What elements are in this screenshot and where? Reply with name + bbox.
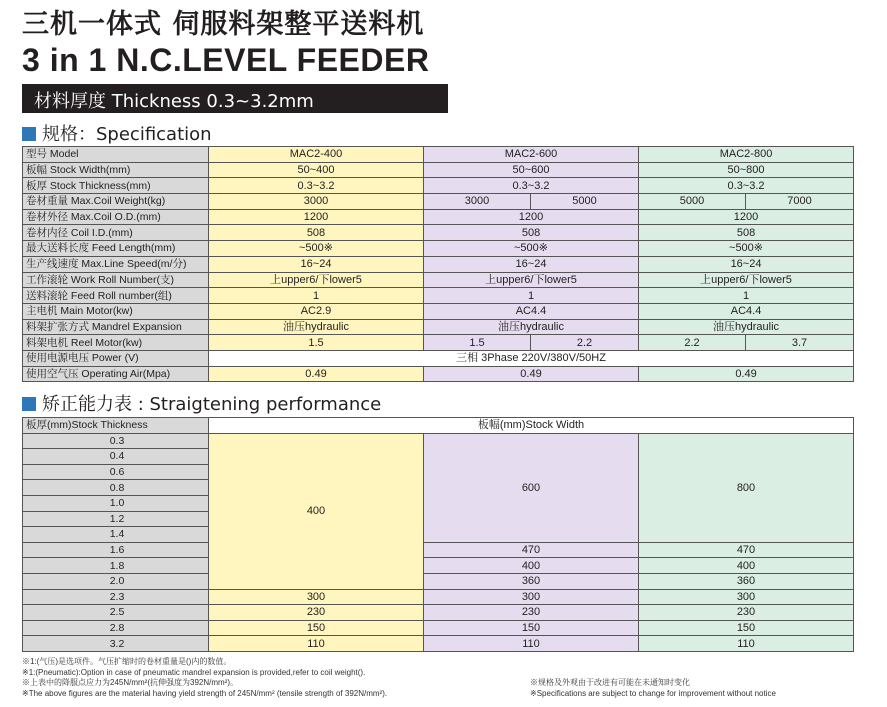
square-bullet-icon — [22, 127, 36, 141]
thickness-cell: 1.2 — [23, 511, 209, 527]
row-label: 送料滚轮 Feed Roll number(组) — [23, 288, 209, 304]
row-label: 使用空气压 Operating Air(Mpa) — [23, 366, 209, 382]
mac2-600-cell: 50~600 — [424, 162, 639, 178]
table-row — [23, 319, 854, 335]
mac2-400-cell: 3000 — [209, 194, 424, 210]
thickness-cell: 0.6 — [23, 464, 209, 480]
table-row — [23, 272, 854, 288]
table-row — [23, 162, 854, 178]
thickness-cell: 3.2 — [23, 636, 209, 652]
thickness-cell: 1.4 — [23, 527, 209, 543]
perf-heading — [22, 390, 381, 416]
thickness-bar — [22, 84, 448, 113]
spec-heading-text: 规格：Specification — [42, 124, 212, 145]
mac2-800-cell-a: 5000 — [639, 194, 746, 210]
mac2-400-cell: MAC2-400 — [209, 147, 424, 163]
square-bullet-icon — [22, 397, 36, 411]
row-label: 工作滚轮 Work Roll Number(支) — [23, 272, 209, 288]
footnotes-right — [530, 678, 776, 699]
mac2-400-cell: ~500※ — [209, 241, 424, 257]
thickness-cell: 0.3 — [23, 433, 209, 449]
thickness-cell: 1.8 — [23, 558, 209, 574]
mac2-800-cell: AC4.4 — [639, 303, 854, 319]
note-2: ※1:(Pneumatic):Option in case of pneumatic mandrel expansion is provided,refer to coil weight(). — [22, 667, 366, 677]
width-800-cell: 360 — [639, 573, 854, 589]
mac2-600-cell: 油压hydraulic — [424, 319, 639, 335]
mac2-400-cell: 508 — [209, 225, 424, 241]
mac2-600-cell: MAC2-600 — [424, 147, 639, 163]
width-400-cell: 300 — [209, 589, 424, 605]
mac2-800-cell-b: 3.7 — [746, 335, 854, 351]
width-400-cell: 150 — [209, 620, 424, 636]
spec-heading — [22, 120, 212, 146]
perf-table — [22, 417, 854, 652]
mac2-400-cell: 0.49 — [209, 366, 424, 382]
thickness-cell: 0.4 — [23, 449, 209, 465]
thickness-cell: 1.6 — [23, 542, 209, 558]
mac2-600-cell: 0.49 — [424, 366, 639, 382]
row-label: 主电机 Main Motor(kw) — [23, 303, 209, 319]
thickness-cell: 2.5 — [23, 605, 209, 621]
width-800-cell: 150 — [639, 620, 854, 636]
width-600-cell: 110 — [424, 636, 639, 652]
width-600-cell: 360 — [424, 573, 639, 589]
table-row — [23, 288, 854, 304]
mac2-600-cell-a: 1.5 — [424, 335, 531, 351]
table-row — [23, 573, 854, 589]
mac2-600-cell-b: 5000 — [531, 194, 639, 210]
table-row — [23, 605, 854, 621]
table-row — [23, 620, 854, 636]
power-cell: 三相 3Phase 220V/380V/50HZ — [209, 350, 854, 366]
mac2-800-cell: 0.49 — [639, 366, 854, 382]
table-row — [23, 209, 854, 225]
mac2-400-cell: 1200 — [209, 209, 424, 225]
mac2-800-cell: 1200 — [639, 209, 854, 225]
table-row — [23, 366, 854, 382]
width-800-cell: 230 — [639, 605, 854, 621]
table-row — [23, 558, 854, 574]
mac2-400-cell: 1.5 — [209, 335, 424, 351]
footnotes-left — [22, 657, 387, 699]
width-600-cell: 470 — [424, 542, 639, 558]
thickness-cell: 0.8 — [23, 480, 209, 496]
mac2-600-cell: AC4.4 — [424, 303, 639, 319]
mac2-600-cell: 上upper6/下lower5 — [424, 272, 639, 288]
thickness-text: 材料厚度 Thickness 0.3~3.2mm — [34, 91, 314, 112]
mac2-800-cell: 16~24 — [639, 256, 854, 272]
row-label: 最大送料长度 Feed Length(mm) — [23, 241, 209, 257]
table-row — [23, 636, 854, 652]
width-400-merged: 400 — [209, 433, 424, 589]
mac2-800-cell: MAC2-800 — [639, 147, 854, 163]
title-cn: 三机一体式 伺服料架整平送料机 — [22, 9, 425, 40]
width-800-cell: 470 — [639, 542, 854, 558]
mac2-600-cell: 1200 — [424, 209, 639, 225]
spec-table — [22, 146, 854, 382]
note-6: ※Specifications are subject to change for improvement without notice — [530, 688, 776, 698]
note-1: ※1:(气压)是选项件。气压扩缩时的卷材重量是()内的数值。 — [22, 657, 232, 666]
thickness-cell: 2.0 — [23, 573, 209, 589]
mac2-400-cell: AC2.9 — [209, 303, 424, 319]
mac2-400-cell: 16~24 — [209, 256, 424, 272]
mac2-400-cell: 1 — [209, 288, 424, 304]
mac2-800-cell: 油压hydraulic — [639, 319, 854, 335]
mac2-600-cell-b: 2.2 — [531, 335, 639, 351]
table-row — [23, 147, 854, 163]
table-row — [23, 542, 854, 558]
row-label: 卷材重量 Max.Coil Weight(kg) — [23, 194, 209, 210]
row-label: 使用电源电压 Power (V) — [23, 350, 209, 366]
title-en: 3 in 1 N.C.LEVEL FEEDER — [22, 42, 430, 78]
note-5: ※规格及外观由于改进有可能在未通知时变化 — [530, 678, 690, 687]
width-400-cell: 110 — [209, 636, 424, 652]
mac2-800-cell: 0.3~3.2 — [639, 178, 854, 194]
mac2-400-cell: 油压hydraulic — [209, 319, 424, 335]
table-row — [23, 335, 854, 351]
mac2-600-cell: 508 — [424, 225, 639, 241]
mac2-600-cell-a: 3000 — [424, 194, 531, 210]
mac2-600-cell: ~500※ — [424, 241, 639, 257]
width-800-cell: 400 — [639, 558, 854, 574]
row-label: 料架电机 Reel Motor(kw) — [23, 335, 209, 351]
header-row — [23, 418, 854, 434]
table-row — [23, 241, 854, 257]
row-label: 型号 Model — [23, 147, 209, 163]
col-header-thickness: 板厚(mm)Stock Thickness — [23, 418, 209, 434]
table-row — [23, 589, 854, 605]
mac2-800-cell-b: 7000 — [746, 194, 854, 210]
width-600-cell: 400 — [424, 558, 639, 574]
mac2-400-cell: 0.3~3.2 — [209, 178, 424, 194]
mac2-400-cell: 50~400 — [209, 162, 424, 178]
mac2-800-cell-a: 2.2 — [639, 335, 746, 351]
mac2-600-cell: 1 — [424, 288, 639, 304]
mac2-800-cell: ~500※ — [639, 241, 854, 257]
mac2-800-cell: 上upper6/下lower5 — [639, 272, 854, 288]
width-800-cell: 300 — [639, 589, 854, 605]
mac2-400-cell: 上upper6/下lower5 — [209, 272, 424, 288]
table-row — [23, 194, 854, 210]
perf-heading-text: 矫正能力表 : Straigtening performance — [42, 394, 382, 415]
table-row — [23, 433, 854, 449]
note-4: ※The above figures are the material having yield strength of 245N/mm² (tensile strength of 392N/mm²). — [22, 688, 388, 698]
row-label: 卷材内径 Coil I.D.(mm) — [23, 225, 209, 241]
table-row — [23, 178, 854, 194]
note-3: ※上表中的降服点应力为245N/mm²(抗伸强度为392N/mm²)。 — [22, 678, 239, 687]
width-600-cell: 150 — [424, 620, 639, 636]
thickness-cell: 2.3 — [23, 589, 209, 605]
row-label: 料架扩张方式 Mandrel Expansion — [23, 319, 209, 335]
width-600-cell: 300 — [424, 589, 639, 605]
row-label: 生产线速度 Max.Line Speed(m/分) — [23, 256, 209, 272]
mac2-800-cell: 50~800 — [639, 162, 854, 178]
table-row — [23, 303, 854, 319]
table-row — [23, 256, 854, 272]
width-600-merged: 600 — [424, 433, 639, 542]
row-label: 板厚 Stock Thickness(mm) — [23, 178, 209, 194]
mac2-600-cell: 16~24 — [424, 256, 639, 272]
width-800-merged: 800 — [639, 433, 854, 542]
row-label: 卷材外径 Max.Coil O.D.(mm) — [23, 209, 209, 225]
mac2-600-cell: 0.3~3.2 — [424, 178, 639, 194]
table-row — [23, 350, 854, 366]
mac2-800-cell: 508 — [639, 225, 854, 241]
mac2-800-cell: 1 — [639, 288, 854, 304]
table-row — [23, 225, 854, 241]
thickness-cell: 2.8 — [23, 620, 209, 636]
col-header-width: 板幅(mm)Stock Width — [209, 418, 854, 434]
row-label: 板幅 Stock Width(mm) — [23, 162, 209, 178]
width-800-cell: 110 — [639, 636, 854, 652]
thickness-cell: 1.0 — [23, 495, 209, 511]
width-400-cell: 230 — [209, 605, 424, 621]
width-600-cell: 230 — [424, 605, 639, 621]
